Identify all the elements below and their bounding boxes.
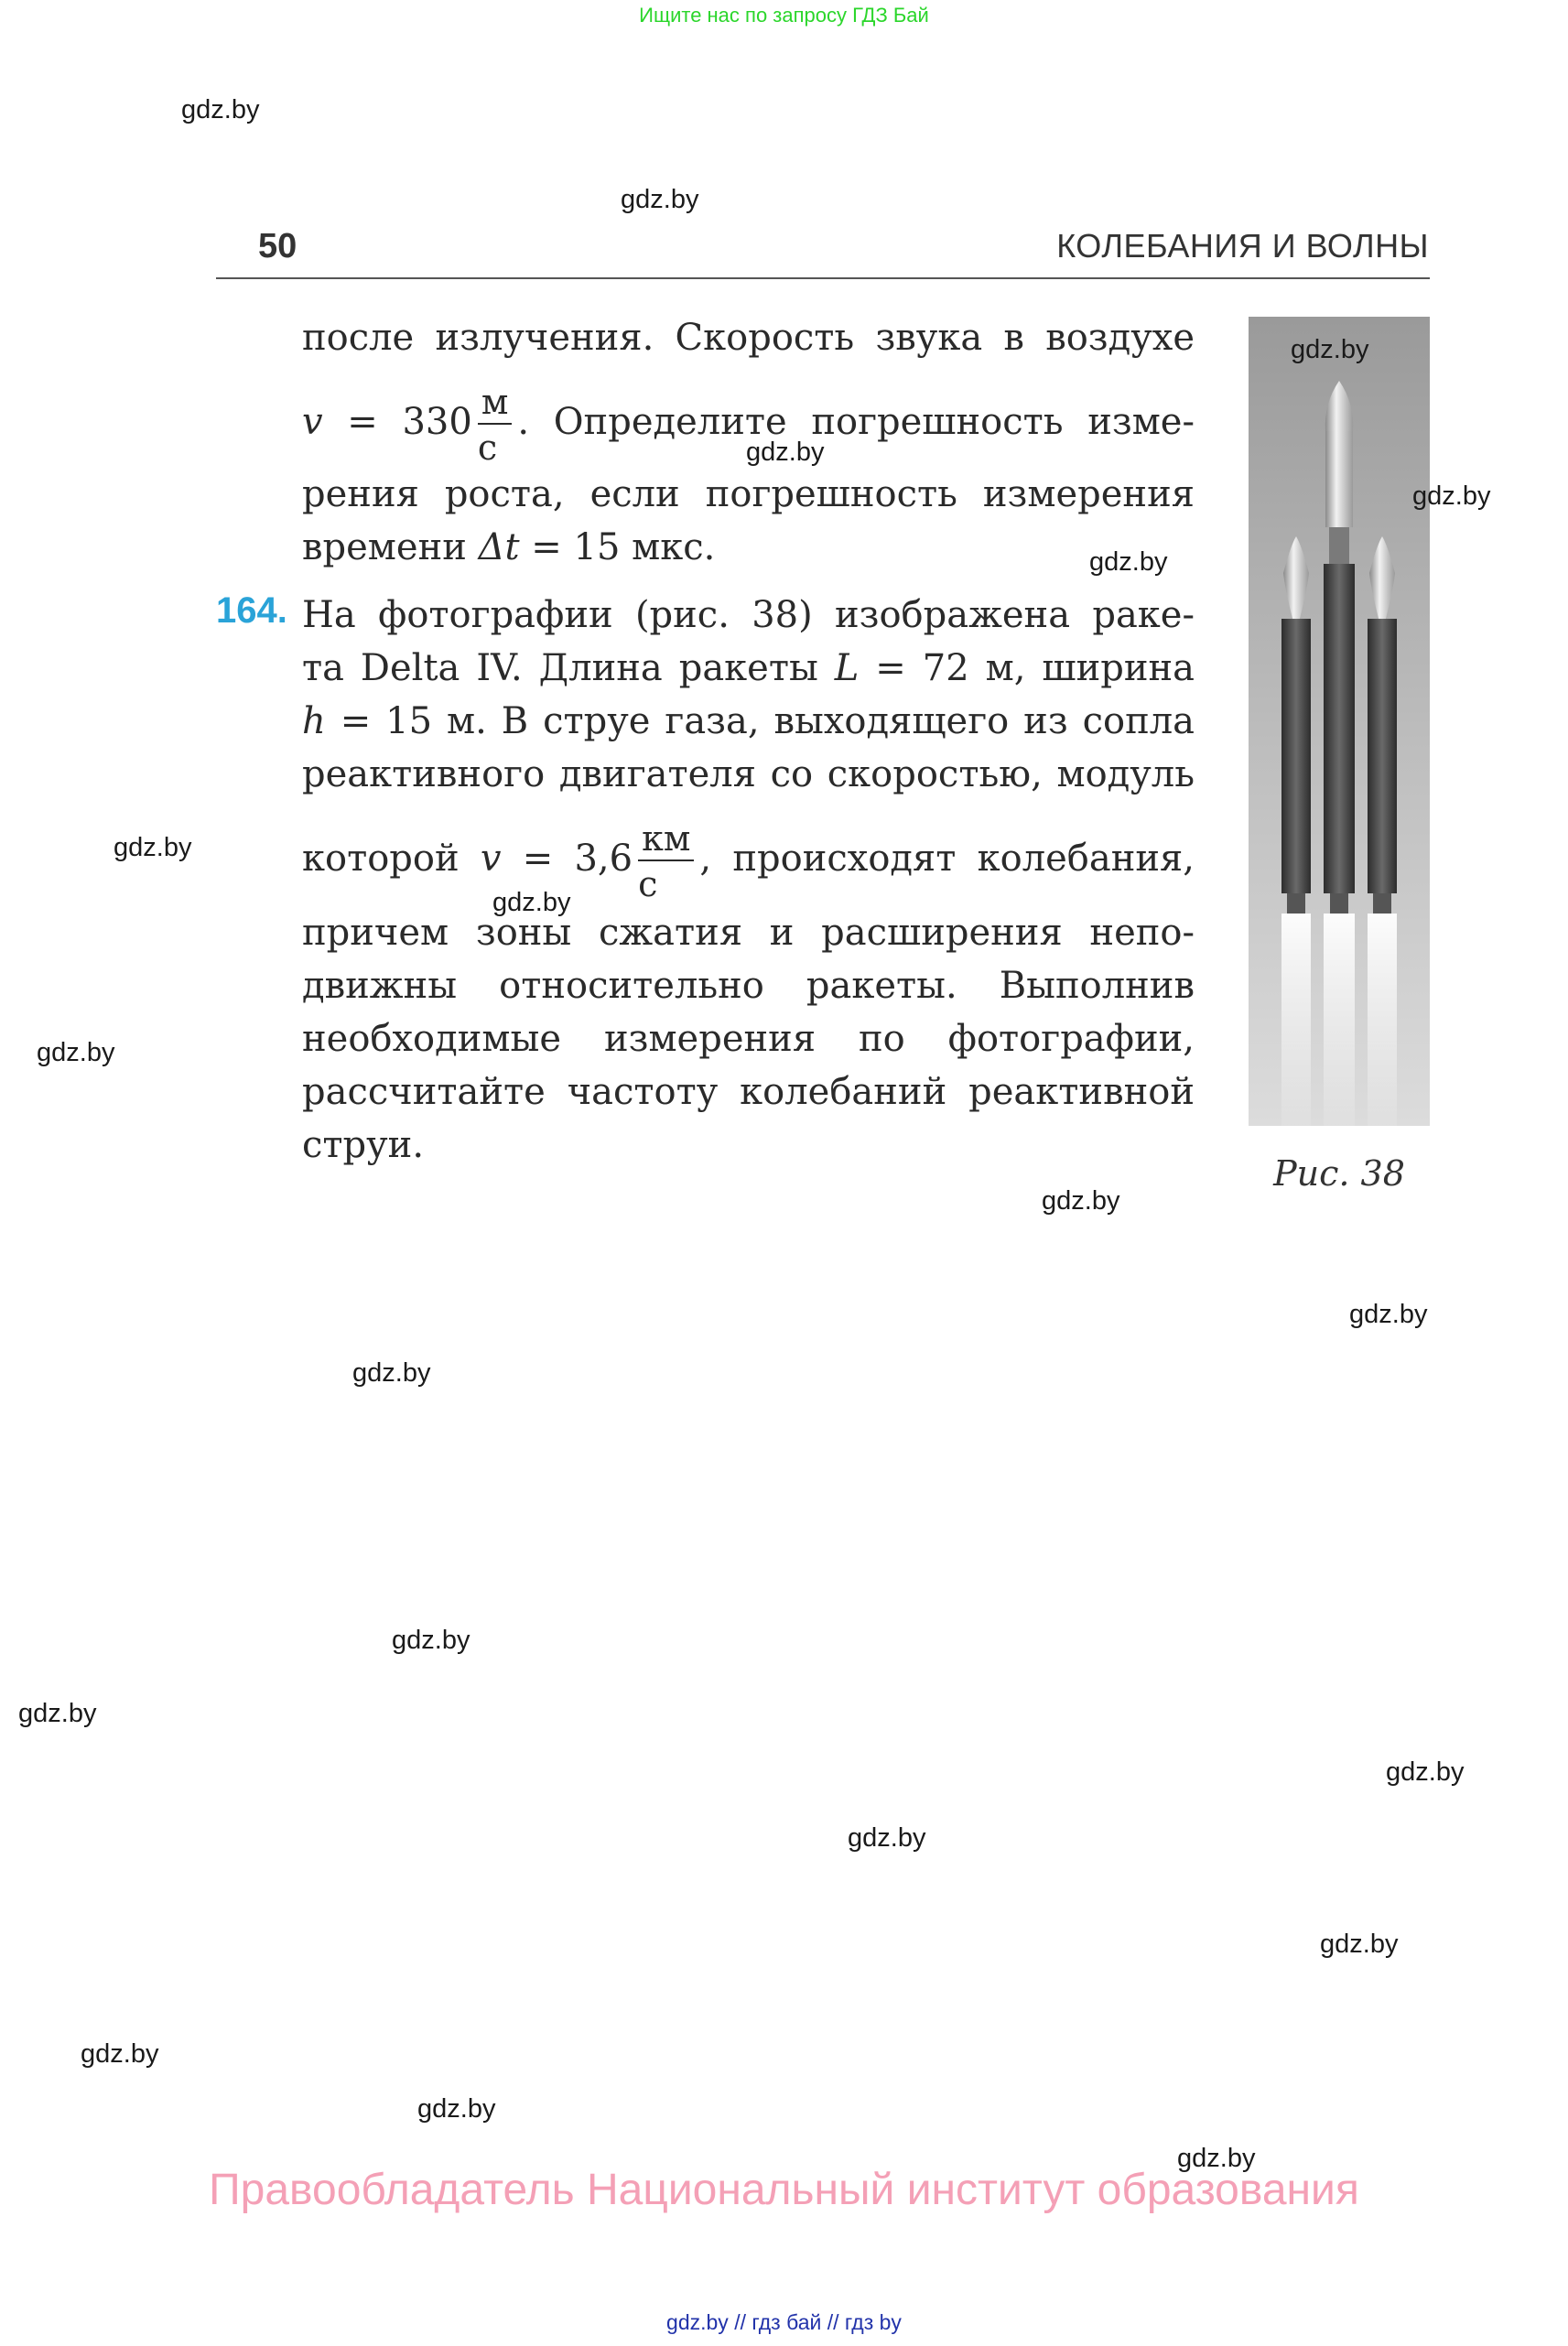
watermark: gdz.by [181, 95, 260, 124]
watermark: gdz.by [392, 1626, 470, 1655]
watermark: gdz.by [1177, 2144, 1256, 2173]
page-number: 50 [258, 227, 297, 265]
watermark: gdz.by [1291, 335, 1369, 364]
watermark: gdz.by [1386, 1757, 1465, 1787]
copyright-footer: Правообладатель Национальный институт образования [209, 2166, 1359, 2214]
watermark: gdz.by [848, 1823, 926, 1853]
watermark: gdz.by [492, 888, 571, 917]
watermark: gdz.by [1320, 1930, 1399, 1959]
watermark: gdz.by [1089, 547, 1168, 577]
watermark: gdz.by [81, 2039, 159, 2069]
text-line-12: необходимые измерения по фотографии, [302, 1018, 1195, 1060]
text-line-1: после излучения. Скорость звука в воздухе [302, 317, 1195, 359]
text-line-9: которой v = 3,6 $\frac{км}{с}$ , происходят колебания, [302, 818, 1195, 904]
text-line-4: времени Δt = 15 мкс. [302, 526, 716, 568]
bottom-links[interactable]: gdz.by // гдз бай // гдз by [666, 2310, 902, 2334]
text-line-5: На фотографии (рис. 38) изображена раке- [302, 594, 1195, 636]
watermark: gdz.by [746, 438, 825, 467]
watermark: gdz.by [114, 833, 192, 862]
text-line-8: реактивного двигателя со скоростью, модуль [302, 753, 1195, 795]
watermark: gdz.by [352, 1358, 431, 1388]
text-line-6: та Delta IV. Длина ракеты L = 72 м, ширина [302, 647, 1195, 689]
text-line-10: причем зоны сжатия и расширения непо- [302, 912, 1195, 954]
var-v: v [302, 401, 323, 443]
rocket-photo [1249, 317, 1430, 1126]
text-line-14: струи. [302, 1124, 425, 1166]
fraction-km-per-s: $\frac{км}{с}$ [638, 821, 694, 902]
top-banner[interactable]: Ищите нас по запросу ГДЗ Бай [639, 4, 929, 27]
text-line-13: рассчитайте частоту колебаний реактивной [302, 1071, 1195, 1113]
chapter-title: КОЛЕБАНИЯ И ВОЛНЫ [1056, 227, 1429, 265]
text-line-7: h = 15 м. В струе газа, выходящего из сопла [302, 700, 1195, 742]
text-line-3: рения роста, если погрешность измерения [302, 473, 1195, 515]
watermark: gdz.by [417, 2094, 496, 2124]
watermark: gdz.by [18, 1699, 97, 1728]
fraction-m-per-s: $\frac{м}{с}$ [478, 384, 513, 465]
text-line-2: v = 330 $\frac{м}{с}$ . Определите погрешность изме- [302, 382, 1195, 468]
watermark: gdz.by [621, 185, 699, 214]
task-number: 164. [216, 590, 287, 631]
text-line-11: движны относительно ракеты. Выполнив [302, 965, 1195, 1007]
watermark: gdz.by [37, 1038, 115, 1067]
watermark: gdz.by [1412, 481, 1491, 511]
watermark: gdz.by [1042, 1186, 1120, 1216]
header-divider [216, 277, 1430, 279]
figure-caption: Рис. 38 [1273, 1153, 1405, 1194]
watermark: gdz.by [1349, 1300, 1428, 1329]
